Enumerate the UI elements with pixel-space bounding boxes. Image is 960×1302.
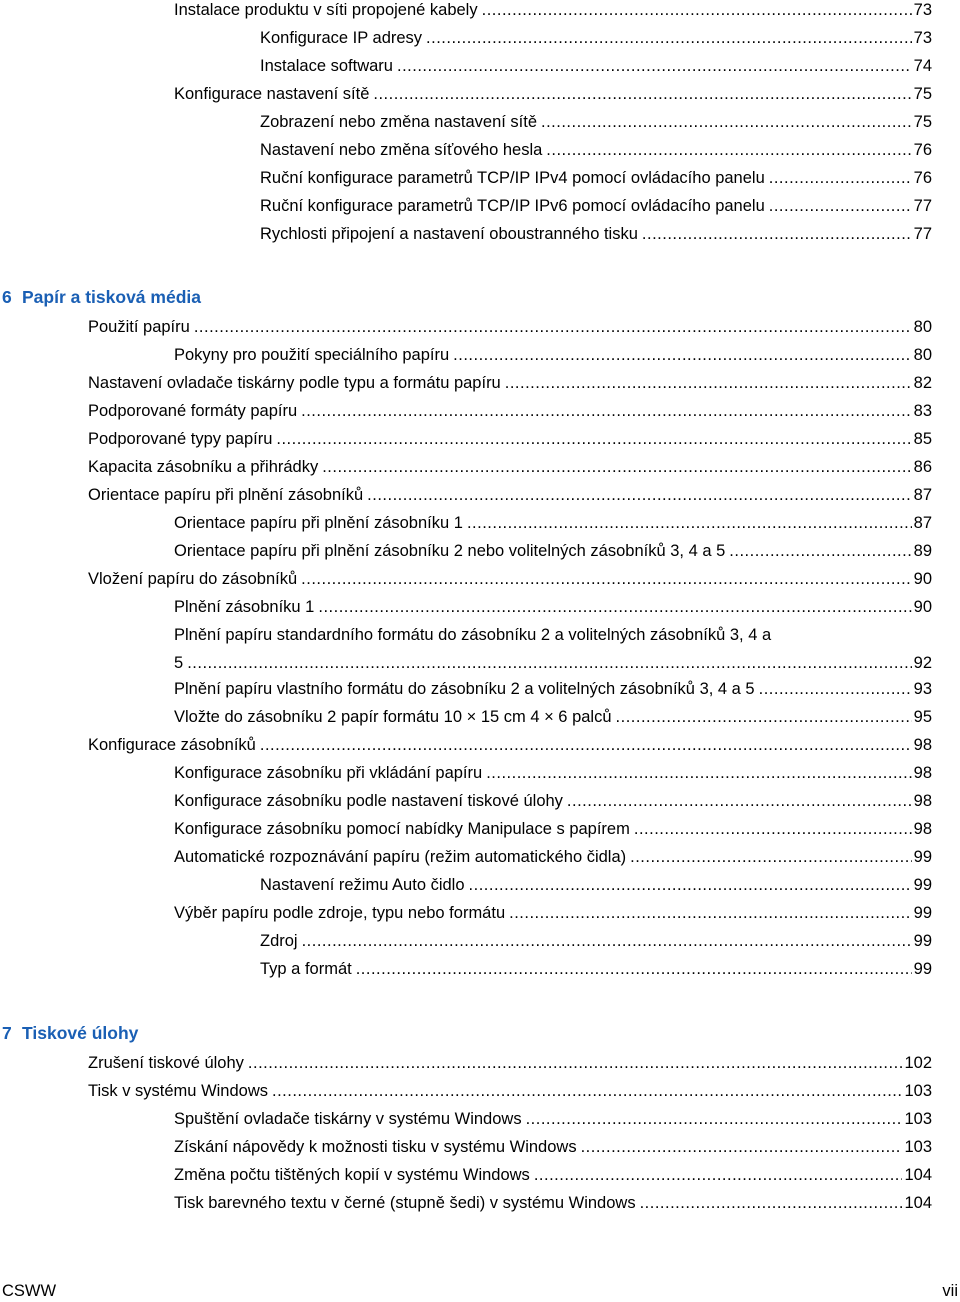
toc-leader [248,1053,903,1073]
toc-entry[interactable] [260,140,932,168]
toc-page-number: 99 [913,848,932,866]
toc-leader [301,401,912,421]
toc-page-number: 87 [913,514,932,532]
toc-page-number: 98 [913,820,932,838]
toc-page-number: 80 [913,346,932,364]
toc-leader [356,959,912,979]
toc-leader [453,345,911,365]
toc-page-number: 77 [913,225,932,243]
toc-entry[interactable] [174,625,932,681]
toc-entry-title: Ruční konfigurace parametrů TCP/IP IPv4 pomocí ovládacího panelu [260,169,765,187]
toc-entry[interactable] [174,763,932,791]
toc-entry[interactable] [260,196,932,224]
toc-entry-title: Plnění papíru vlastního formátu do zásobníku 2 a volitelných zásobníků 3, 4 a 5 [174,680,755,698]
toc-entry-title: Použití papíru [88,318,190,336]
toc-entry[interactable] [88,373,932,401]
toc-leader [729,541,911,561]
toc-page-number: 98 [913,792,932,810]
toc-entry[interactable] [174,1165,932,1193]
toc-entry[interactable] [260,56,932,84]
toc-page-number: 90 [913,570,932,588]
toc-entry-title: Tisk barevného textu v černé (stupně šedi) v systému Windows [174,1194,636,1212]
toc-entry[interactable] [174,707,932,735]
toc-leader [322,457,911,477]
toc-entry-title: Nastavení ovladače tiskárny podle typu a formátu papíru [88,374,501,392]
toc-entry-title: Konfigurace IP adresy [260,29,423,47]
toc-entry[interactable] [174,1193,932,1221]
chapter-title: Tiskové úlohy [22,1023,139,1043]
toc-entry[interactable] [260,931,932,959]
toc-page-number: 90 [913,598,932,616]
toc-entry-title: Orientace papíru při plnění zásobníků [88,486,364,504]
toc-entry-title: Plnění zásobníku 1 [174,598,315,616]
toc-entry-title: Rychlosti připojení a nastavení oboustranného tisku [260,225,638,243]
toc-entry[interactable] [88,1081,932,1109]
toc-page-number: 103 [904,1082,932,1100]
toc-entry[interactable] [88,1053,932,1081]
toc-entry[interactable] [88,735,932,763]
toc-leader [367,485,911,505]
toc-entry-title: Automatické rozpoznávání papíru (režim automatického čidla) [174,848,627,866]
toc-page-number: 73 [913,29,932,47]
toc-leader [616,707,912,727]
toc-page-number: 76 [913,169,932,187]
toc-page-number: 103 [904,1138,932,1156]
toc-leader [301,569,911,589]
toc-entry[interactable] [174,84,932,112]
toc-page-number: 99 [913,932,932,950]
toc-entry[interactable] [174,847,932,875]
toc-leader [526,1109,903,1129]
toc-entry-title: Orientace papíru při plnění zásobníku 1 [174,514,463,532]
toc-entry-title: Zrušení tiskové úlohy [88,1054,244,1072]
toc-leader [272,1081,902,1101]
toc-entry[interactable] [260,224,932,252]
chapter-number: 6 [2,287,12,307]
toc-entry-title-continued: 5 [174,654,184,672]
toc-page-number: 85 [913,430,932,448]
toc-entry-title: Získání nápovědy k možnosti tisku v systému Windows [174,1138,577,1156]
toc-entry-title: Konfigurace zásobníku při vkládání papíru [174,764,483,782]
toc-entry-title: Zdroj [260,932,298,950]
toc-page-number: 98 [913,764,932,782]
toc-leader [769,168,912,188]
toc-page-number: 103 [904,1110,932,1128]
toc-leader [546,140,911,160]
toc-leader [302,931,912,951]
toc-entry-title: Plnění papíru standardního formátu do zásobníku 2 a volitelných zásobníků 3, 4 a [174,626,772,644]
toc-entry-title: Konfigurace zásobníků [88,736,256,754]
toc-page-number: 99 [913,904,932,922]
toc-leader [642,224,912,244]
toc-leader [640,1193,903,1213]
toc-leader [534,1165,903,1185]
toc-entry[interactable] [174,791,932,819]
toc-entry-title: Vložení papíru do zásobníků [88,570,298,588]
toc-entry[interactable] [174,597,932,625]
toc-entry[interactable] [88,317,932,345]
toc-page-number: 92 [913,654,932,672]
toc-entry[interactable] [174,819,932,847]
toc-page-number: 104 [904,1194,932,1212]
toc-page-number: 76 [913,141,932,159]
toc-leader [541,112,912,132]
toc-entry[interactable] [88,569,932,597]
toc-entry-title: Tisk v systému Windows [88,1082,269,1100]
toc-entry-title: Zobrazení nebo změna nastavení sítě [260,113,538,131]
toc-entry[interactable] [88,429,932,457]
toc-entry-title: Podporované typy papíru [88,430,273,448]
chapter-number: 7 [2,1023,12,1043]
chapter-heading[interactable] [2,287,201,307]
toc-entry[interactable] [174,0,932,28]
toc-entry[interactable] [174,541,932,569]
toc-entry-title: Výběr papíru podle zdroje, typu nebo formátu [174,904,506,922]
toc-leader [260,735,912,755]
toc-leader [194,317,912,337]
toc-entry[interactable] [260,28,932,56]
toc-entry-title: Kapacita zásobníku a přihrádky [88,458,319,476]
toc-page-number: 102 [904,1054,932,1072]
toc-page-number: 82 [913,374,932,392]
toc-entry-title: Instalace softwaru [260,57,393,75]
toc-page-number: 99 [913,876,932,894]
toc-entry-title: Vložte do zásobníku 2 papír formátu 10 × 15 cm 4 × 6 palců [174,708,612,726]
toc-entry-title: Typ a formát [260,960,352,978]
toc-leader [567,791,912,811]
toc-leader [469,875,912,895]
toc-leader [581,1137,903,1157]
toc-leader [318,597,911,617]
footer-document-code: CSWW [2,1282,57,1300]
toc-entry-title: Konfigurace zásobníku podle nastavení tiskové úlohy [174,792,563,810]
toc-entry[interactable] [174,679,932,707]
toc-entry-title: Konfigurace nastavení sítě [174,85,370,103]
toc-entry[interactable] [260,168,932,196]
toc-entry[interactable] [174,1137,932,1165]
toc-entry[interactable] [174,1109,932,1137]
toc-entry-title: Změna počtu tištěných kopií v systému Windows [174,1166,530,1184]
toc-leader [276,429,911,449]
toc-entry-title: Nastavení režimu Auto čidlo [260,876,465,894]
toc-entry-title: Nastavení nebo změna síťového hesla [260,141,543,159]
toc-entry[interactable] [88,485,932,513]
toc-leader [509,903,912,923]
toc-entry[interactable] [88,457,932,485]
toc-entry[interactable] [174,903,932,931]
toc-entry[interactable] [174,345,932,373]
footer-page-number: vii [942,1282,958,1300]
toc-page-number: 87 [913,486,932,504]
toc-leader [187,653,911,673]
toc-leader [769,196,912,216]
toc-entry[interactable] [88,401,932,429]
toc-entry-title: Ruční konfigurace parametrů TCP/IP IPv6 pomocí ovládacího panelu [260,197,765,215]
chapter-heading[interactable] [2,1023,138,1043]
toc-entry[interactable] [174,513,932,541]
toc-leader [426,28,912,48]
toc-page-number: 98 [913,736,932,754]
toc-leader [634,819,912,839]
toc-page-number: 75 [913,85,932,103]
toc-page-number: 83 [913,402,932,420]
toc-page-number: 74 [913,57,932,75]
toc-leader [486,763,911,783]
toc-page-number: 99 [913,960,932,978]
toc-leader [467,513,912,533]
toc-entry-title: Podporované formáty papíru [88,402,298,420]
toc-entry-title: Spuštění ovladače tiskárny v systému Windows [174,1110,522,1128]
toc-page-number: 104 [904,1166,932,1184]
toc-leader [630,847,912,867]
toc-leader [373,84,911,104]
toc-page-number: 93 [913,680,932,698]
toc-entry[interactable] [260,959,932,987]
toc-leader [397,56,912,76]
toc-page-number: 80 [913,318,932,336]
toc-page-number: 86 [913,458,932,476]
toc-page-number: 95 [913,708,932,726]
toc-entry[interactable] [260,112,932,140]
toc-leader [505,373,912,393]
toc-entry-title: Orientace papíru při plnění zásobníku 2 nebo volitelných zásobníků 3, 4 a 5 [174,542,726,560]
toc-page-number: 77 [913,197,932,215]
toc-page-number: 75 [913,113,932,131]
toc-leader [482,0,912,20]
toc-entry-title: Konfigurace zásobníku pomocí nabídky Manipulace s papírem [174,820,630,838]
toc-entry-title: Pokyny pro použití speciálního papíru [174,346,450,364]
toc-leader [759,679,912,699]
toc-page-number: 89 [913,542,932,560]
toc-page-number: 73 [913,1,932,19]
toc-entry[interactable] [260,875,932,903]
toc-entry-title: Instalace produktu v síti propojené kabely [174,1,478,19]
chapter-title: Papír a tisková média [22,287,201,307]
